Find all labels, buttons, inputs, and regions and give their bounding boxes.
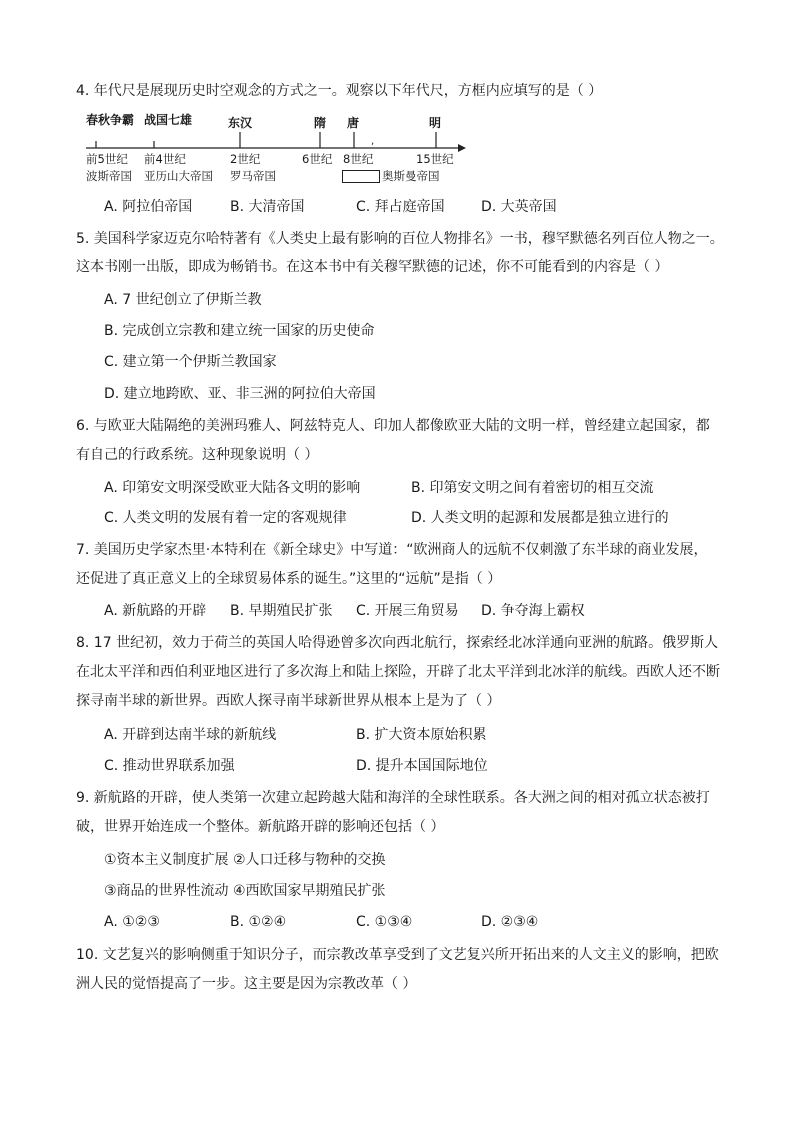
q9-option-b: B. ①②④ [230,914,287,930]
q8-stem-line2: 在北太平洋和西伯利亚地区进行了多次海上和陆上探险，开辟了北太平洋到北冰洋的航线。西欧人还不断 [76,664,720,680]
q8-option-a: A. 开辟到达南半球的新航线 [104,727,277,743]
timeline-label-donghan: 东汉 [228,116,253,130]
svg-text:,: , [371,136,375,147]
timeline-label-chunqiu: 春秋争霸 [86,113,135,127]
q8-stem-line1: 8. 17 世纪初，效力于荷兰的英国人哈得逊曾多次向西北航行，探索经北冰洋通向亚洲的航路。俄罗斯人 [76,635,719,651]
q4-option-d: D. 大英帝国 [481,199,557,215]
q8-option-b: B. 扩大资本原始积累 [356,727,487,743]
q4-option-b: B. 大清帝国 [230,199,305,215]
q5-stem-line1: 5. 美国科学家迈克尔哈特著有《人类史上最有影响的百位人物排名》一书，穆罕默德名列百位人物之一。 [76,231,724,247]
q8-stem-line3: 探寻南半球的新世界。西欧人探寻南半球新世界从根本上是为了（ ） [76,693,501,709]
q7-option-a: A. 新航路的开辟 [104,603,207,619]
q4-stem: 4. 年代尺是展现历史时空观念的方式之一。观察以下年代尺，方框内应填写的是（ ） [76,83,603,99]
timeline-tick-bc5: 前5世纪 [86,152,128,166]
q6-stem-line1: 6. 与欧亚大陆隔绝的美洲玛雅人、阿兹特克人、印加人都像欧亚大陆的文明一样，曾经建立起国家，都 [76,418,710,434]
timeline-label-zhanguo: 战国七雄 [144,113,193,127]
q4-option-a: A. 阿拉伯帝国 [104,199,193,215]
q6-option-d: D. 人类文明的起源和发展都是独立进行的 [411,510,669,526]
q7-option-c: C. 开展三角贸易 [356,603,459,619]
q9-option-a: A. ①②③ [104,914,160,930]
q6-option-a: A. 印第安文明深受欧亚大陆各文明的影响 [104,480,361,496]
timeline-empire-persia: 波斯帝国 [86,169,132,183]
q9-option-c: C. ①③④ [356,914,413,930]
q6-option-c: C. 人类文明的发展有着一定的客观规律 [104,510,347,526]
q9-stem-line2: 破，世界开始连成一个整体。新航路开辟的影响还包括（ ） [76,819,445,835]
timeline-empire-ottoman: 奥斯曼帝国 [382,169,440,183]
q7-option-b: B. 早期殖民扩张 [230,603,333,619]
timeline-label-ming: 明 [429,116,442,130]
q10-stem-line2: 洲人民的觉悟提高了一步。这主要是因为宗教改革（ ） [76,976,417,992]
q8-option-c: C. 推动世界联系加强 [104,758,235,774]
timeline-tick-c2: 2世纪 [230,152,261,166]
q7-option-d: D. 争夺海上霸权 [481,603,585,619]
timeline-tick-c8: 8世纪 [343,152,374,166]
q7-stem-line1: 7. 美国历史学家杰里·本特利在《新全球史》中写道：“欧洲商人的远航不仅刺激了东半球的商业发展， [76,542,708,558]
q9-stem-line1: 9. 新航路的开辟，使人类第一次建立起跨越大陆和海洋的全球性联系。各大洲之间的相对孤立状态被打 [76,790,710,806]
timeline-axis [80,126,470,166]
timeline-tick-c15: 15世纪 [416,152,454,166]
q8-option-d: D. 提升本国国际地位 [356,758,488,774]
q5-option-c: C. 建立第一个伊斯兰教国家 [104,354,277,370]
q5-option-b: B. 完成创立宗教和建立统一国家的历史使命 [104,323,375,339]
timeline-tick-c6: 6世纪 [302,152,333,166]
timeline-blank-box [342,170,380,183]
q7-stem-line2: 还促进了真正意义上的全球贸易体系的诞生。”这里的“远航”是指（ ） [76,571,502,587]
timeline-tick-bc4: 前4世纪 [144,152,186,166]
q6-stem-line2: 有自己的行政系统。这种现象说明（ ） [76,447,319,463]
q6-option-b: B. 印第安文明之间有着密切的相互交流 [411,480,654,496]
q9-option-d: D. ②③④ [481,914,539,930]
timeline-label-sui: 隋 [314,116,327,130]
q9-item-line1: ①资本主义制度扩展 ②人口迁移与物种的交换 [104,852,386,868]
timeline-label-tang: 唐 [347,116,360,130]
q10-stem-line1: 10. 文艺复兴的影响侧重于知识分子，而宗教改革享受到了文艺复兴所开拓出来的人文主义的影响，把欧 [76,947,719,963]
q9-item-line2: ③商品的世界性流动 ④西欧国家早期殖民扩张 [104,883,386,899]
q5-option-d: D. 建立地跨欧、亚、非三洲的阿拉伯大帝国 [104,386,376,402]
q4-option-c: C. 拜占庭帝国 [356,199,445,215]
timeline-empire-alexander: 亚历山大帝国 [144,169,213,183]
q4-timeline [80,110,470,190]
q5-stem-line2: 这本书刚一出版，即成为畅销书。在这本书中有关穆罕默德的记述，你不可能看到的内容是（ ） [76,259,669,275]
q5-option-a: A. 7 世纪创立了伊斯兰教 [104,292,262,308]
timeline-empire-rome: 罗马帝国 [230,169,276,183]
